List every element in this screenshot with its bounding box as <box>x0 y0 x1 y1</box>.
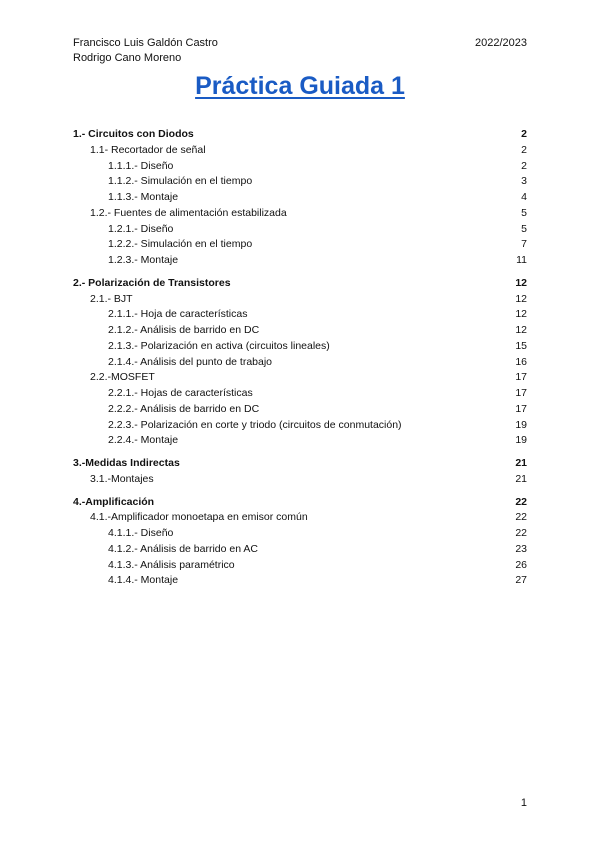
toc-section-heading[interactable] <box>73 276 527 292</box>
toc-entry-page: 19 <box>515 418 527 431</box>
toc-entry-page: 12 <box>515 276 527 289</box>
toc-entry-title: 2.1.4.- Análisis del punto de trabajo <box>108 355 273 368</box>
toc-entry-page: 11 <box>516 254 527 266</box>
toc-entry-page: 2 <box>521 159 527 172</box>
toc-entry-title: 2.1.1.- Hoja de características <box>108 308 248 321</box>
toc-entry-title: 1.2.1.- Diseño <box>108 222 174 235</box>
toc-section-heading[interactable] <box>73 456 527 472</box>
toc-subsection[interactable] <box>73 292 527 308</box>
toc-entry-title: 1.2.3.- Montaje <box>108 254 179 266</box>
toc-subsection[interactable] <box>73 510 527 526</box>
toc-entry-page: 26 <box>515 558 527 571</box>
toc-entry-page: 2 <box>521 128 527 140</box>
toc-entry-title: 2.2.2.- Análisis de barrido en DC <box>108 402 260 415</box>
toc-entry-page: 17 <box>515 402 527 415</box>
toc-entry-page: 19 <box>515 434 527 447</box>
toc-section <box>73 456 527 488</box>
toc-entry-page: 12 <box>515 308 527 321</box>
toc-subsubsection[interactable] <box>73 222 527 238</box>
toc-section <box>73 495 527 590</box>
toc-entry-title: 2.2.1.- Hojas de características <box>108 387 253 399</box>
toc-section-heading[interactable] <box>73 495 527 511</box>
toc-subsection[interactable] <box>73 370 527 386</box>
toc-entry-title: 4.1.3.- Análisis paramétrico <box>108 558 235 571</box>
toc-entry-title: 1.1.2.- Simulación en el tiempo <box>108 175 253 188</box>
toc-entry-title: 4.1.4.- Montaje <box>108 574 179 587</box>
toc-subsubsection[interactable] <box>73 573 527 589</box>
toc-subsubsection[interactable] <box>73 386 527 402</box>
toc-subsubsection[interactable] <box>73 418 527 434</box>
page-header <box>73 36 527 66</box>
toc-entry-page: 27 <box>515 574 527 587</box>
toc-entry-title: 3.-Medidas Indirectas <box>73 457 180 469</box>
toc-entry-page: 16 <box>515 355 527 368</box>
toc-entry-page: 22 <box>515 495 527 508</box>
toc-subsubsection[interactable] <box>73 159 527 175</box>
toc-entry-page: 15 <box>515 339 527 352</box>
toc-entry-page: 4 <box>521 191 527 203</box>
toc-entry-page: 5 <box>521 222 527 235</box>
toc-entry-page: 5 <box>521 206 527 219</box>
toc-entry-page: 7 <box>521 238 527 251</box>
toc-subsubsection[interactable] <box>73 558 527 574</box>
toc-entry-title: 4.1.1.- Diseño <box>108 527 174 539</box>
toc-entry-page: 17 <box>515 371 527 384</box>
toc-subsubsection[interactable] <box>73 402 527 418</box>
toc-subsubsection[interactable] <box>73 433 527 449</box>
toc-subsubsection[interactable] <box>73 355 527 371</box>
toc-entry-page: 17 <box>515 387 527 399</box>
toc-entry-title: 1.2.- Fuentes de alimentación estabilizada <box>90 206 287 219</box>
toc-entry-page: 22 <box>515 527 527 539</box>
author-1: Francisco Luis Galdón Castro <box>73 37 218 49</box>
toc-entry-page: 21 <box>515 472 527 485</box>
toc-entry-page: 3 <box>521 175 527 188</box>
toc-subsection[interactable] <box>73 472 527 488</box>
toc-entry-title: 4.1.2.- Análisis de barrido en AC <box>108 542 259 555</box>
academic-year: 2022/2023 <box>475 37 527 49</box>
toc-entry-page: 2 <box>521 143 527 156</box>
toc-entry-title: 2.1.3.- Polarización en activa (circuitos lineales) <box>108 339 330 352</box>
toc-subsubsection[interactable] <box>73 174 527 190</box>
toc-entry-title: 1.1.1.- Diseño <box>108 159 174 172</box>
authors <box>73 36 218 66</box>
toc-entry-page: 12 <box>515 324 527 336</box>
table-of-contents <box>73 127 527 596</box>
toc-subsubsection[interactable] <box>73 323 527 339</box>
toc-entry-page: 21 <box>515 457 527 469</box>
toc-entry-page: 12 <box>515 292 527 305</box>
toc-entry-title: 1.2.2.- Simulación en el tiempo <box>108 238 253 251</box>
toc-subsubsection[interactable] <box>73 190 527 206</box>
toc-entry-title: 1.1- Recortador de señal <box>90 143 206 156</box>
toc-subsubsection[interactable] <box>73 339 527 355</box>
toc-entry-title: 2.2.-MOSFET <box>90 371 155 384</box>
author-2: Rodrigo Cano Moreno <box>73 52 182 64</box>
toc-entry-page: 23 <box>515 542 527 555</box>
document-title: Práctica Guiada 1 <box>195 72 405 100</box>
toc-entry-title: 4.-Amplificación <box>73 495 155 508</box>
toc-subsubsection[interactable] <box>73 307 527 323</box>
toc-subsubsection[interactable] <box>73 237 527 253</box>
toc-subsubsection[interactable] <box>73 542 527 558</box>
toc-subsubsection[interactable] <box>73 253 527 269</box>
toc-entry-title: 4.1.-Amplificador monoetapa en emisor común <box>90 511 308 524</box>
toc-entry-title: 2.1.- BJT <box>90 292 133 305</box>
toc-entry-title: 2.1.2.- Análisis de barrido en DC <box>108 324 260 336</box>
toc-subsection[interactable] <box>73 143 527 159</box>
toc-entry-title: 2.2.3.- Polarización en corte y triodo (circuitos de conmutación) <box>108 418 402 431</box>
toc-entry-title: 2.2.4.- Montaje <box>108 434 179 447</box>
toc-entry-title: 1.- Circuitos con Diodos <box>73 128 194 140</box>
toc-entry-title: 3.1.-Montajes <box>90 472 154 485</box>
toc-section-heading[interactable] <box>73 127 527 143</box>
toc-section <box>73 127 527 269</box>
toc-entry-title: 2.- Polarización de Transistores <box>73 276 231 289</box>
toc-subsection[interactable] <box>73 206 527 222</box>
toc-entry-title: 1.1.3.- Montaje <box>108 191 179 203</box>
toc-subsubsection[interactable] <box>73 526 527 542</box>
toc-section <box>73 276 527 449</box>
toc-entry-page: 22 <box>515 511 527 524</box>
page-number: 1 <box>520 797 527 809</box>
